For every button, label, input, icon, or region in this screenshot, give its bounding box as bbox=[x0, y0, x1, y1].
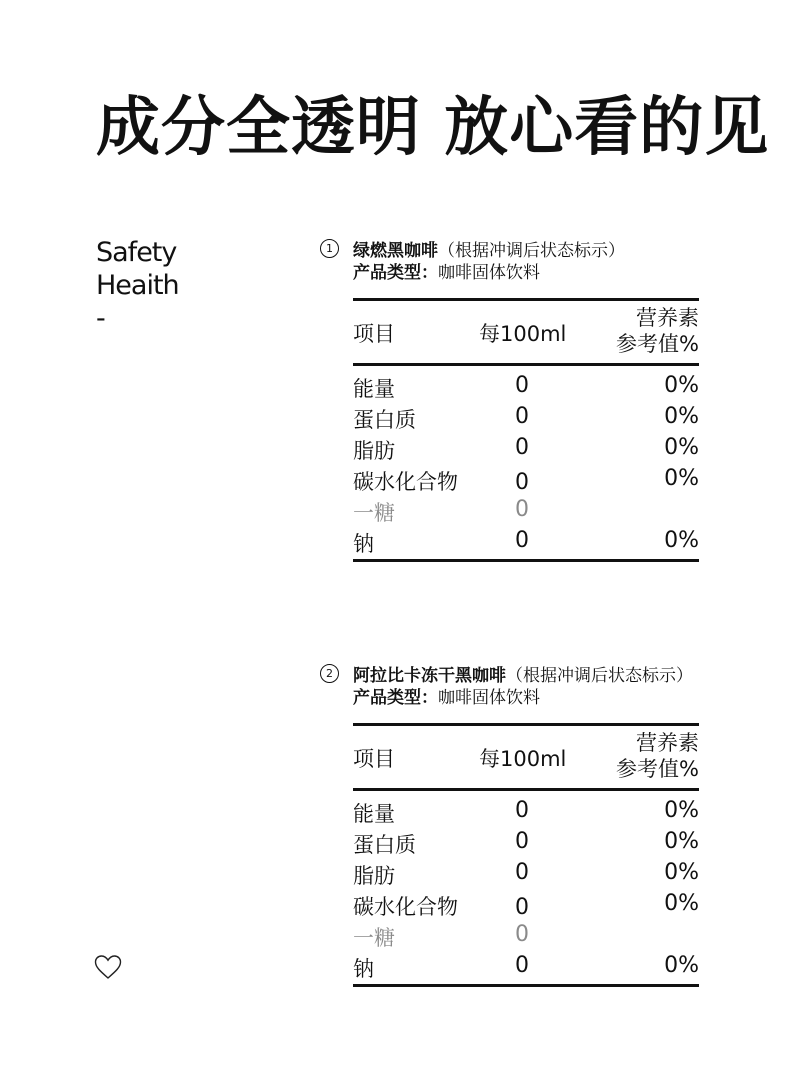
product-type-label: 产品类型： bbox=[353, 263, 438, 283]
header-nrv bbox=[616, 730, 699, 782]
row-name: 蛋白质 bbox=[353, 408, 416, 432]
product-title-row bbox=[320, 235, 710, 261]
row-name: 钠 bbox=[353, 957, 374, 981]
table-row bbox=[353, 920, 699, 951]
table-header bbox=[353, 301, 699, 366]
heart-outline-icon[interactable] bbox=[94, 954, 122, 980]
table-row bbox=[353, 371, 699, 402]
side-caption-line-1: Safety bbox=[96, 237, 177, 268]
product-title-row bbox=[320, 660, 710, 686]
row-nrv: 0% bbox=[664, 373, 699, 398]
header-nrv-line-2: 参考值% bbox=[616, 757, 699, 781]
nutrition-table bbox=[353, 298, 699, 562]
header-nrv-line-1: 营养素 bbox=[636, 731, 699, 755]
product-block-2 bbox=[320, 660, 710, 987]
table-row bbox=[353, 889, 699, 920]
row-nrv: 0% bbox=[664, 891, 699, 916]
row-name: 脂肪 bbox=[353, 439, 395, 463]
table-row bbox=[353, 827, 699, 858]
product-block-1 bbox=[320, 235, 710, 562]
row-value: 0 bbox=[515, 953, 529, 978]
row-value: 0 bbox=[515, 798, 529, 823]
product-type-value: 咖啡固体饮料 bbox=[438, 263, 540, 283]
product-name: 绿燃黑咖啡 bbox=[353, 240, 438, 261]
table-body bbox=[353, 791, 699, 984]
side-caption bbox=[96, 236, 179, 335]
row-value: 0 bbox=[515, 922, 529, 947]
row-nrv: 0% bbox=[664, 829, 699, 854]
row-name: 钠 bbox=[353, 532, 374, 556]
row-name: 脂肪 bbox=[353, 864, 395, 888]
number-badge: 2 bbox=[320, 664, 339, 683]
product-note: （根据冲调后状态标示） bbox=[438, 240, 625, 261]
row-name: 碳水化合物 bbox=[353, 470, 458, 494]
product-type-row bbox=[353, 686, 710, 710]
product-type-row bbox=[353, 261, 710, 285]
row-name: 能量 bbox=[353, 377, 395, 401]
table-row bbox=[353, 526, 699, 557]
row-nrv: 0% bbox=[664, 466, 699, 491]
header-item: 项目 bbox=[353, 747, 395, 771]
header-per-100ml: 每100ml bbox=[479, 747, 567, 771]
table-row bbox=[353, 464, 699, 495]
table-row bbox=[353, 433, 699, 464]
header-nrv-line-2: 参考值% bbox=[616, 332, 699, 356]
row-value: 0 bbox=[515, 860, 529, 885]
row-value: 0 bbox=[515, 435, 529, 460]
side-caption-line-3: - bbox=[96, 303, 105, 334]
nutrition-table bbox=[353, 723, 699, 987]
row-name: 一糖 bbox=[353, 926, 395, 950]
table-body bbox=[353, 366, 699, 559]
row-value: 0 bbox=[515, 404, 529, 429]
side-caption-line-2: Heaith bbox=[96, 270, 179, 301]
row-nrv: 0% bbox=[664, 860, 699, 885]
row-nrv: 0% bbox=[664, 953, 699, 978]
row-nrv: 0% bbox=[664, 404, 699, 429]
row-value: 0 bbox=[515, 895, 529, 920]
page-headline: 成分全透明 放心看的见 bbox=[96, 91, 770, 165]
row-value: 0 bbox=[515, 528, 529, 553]
table-row bbox=[353, 951, 699, 982]
table-row bbox=[353, 858, 699, 889]
row-name: 一糖 bbox=[353, 501, 395, 525]
product-note: （根据冲调后状态标示） bbox=[506, 665, 693, 686]
table-header bbox=[353, 726, 699, 791]
table-row bbox=[353, 495, 699, 526]
header-nrv-line-1: 营养素 bbox=[636, 306, 699, 330]
number-badge: 1 bbox=[320, 239, 339, 258]
header-item: 项目 bbox=[353, 322, 395, 346]
table-row bbox=[353, 402, 699, 433]
header-nrv bbox=[616, 305, 699, 357]
table-row bbox=[353, 796, 699, 827]
header-per-100ml: 每100ml bbox=[479, 322, 567, 346]
row-value: 0 bbox=[515, 373, 529, 398]
row-name: 碳水化合物 bbox=[353, 895, 458, 919]
row-value: 0 bbox=[515, 470, 529, 495]
row-value: 0 bbox=[515, 829, 529, 854]
row-nrv: 0% bbox=[664, 798, 699, 823]
product-type-value: 咖啡固体饮料 bbox=[438, 688, 540, 708]
row-nrv: 0% bbox=[664, 435, 699, 460]
product-type-label: 产品类型： bbox=[353, 688, 438, 708]
row-nrv: 0% bbox=[664, 528, 699, 553]
product-name: 阿拉比卡冻干黑咖啡 bbox=[353, 665, 506, 686]
row-value: 0 bbox=[515, 497, 529, 522]
row-name: 能量 bbox=[353, 802, 395, 826]
row-name: 蛋白质 bbox=[353, 833, 416, 857]
